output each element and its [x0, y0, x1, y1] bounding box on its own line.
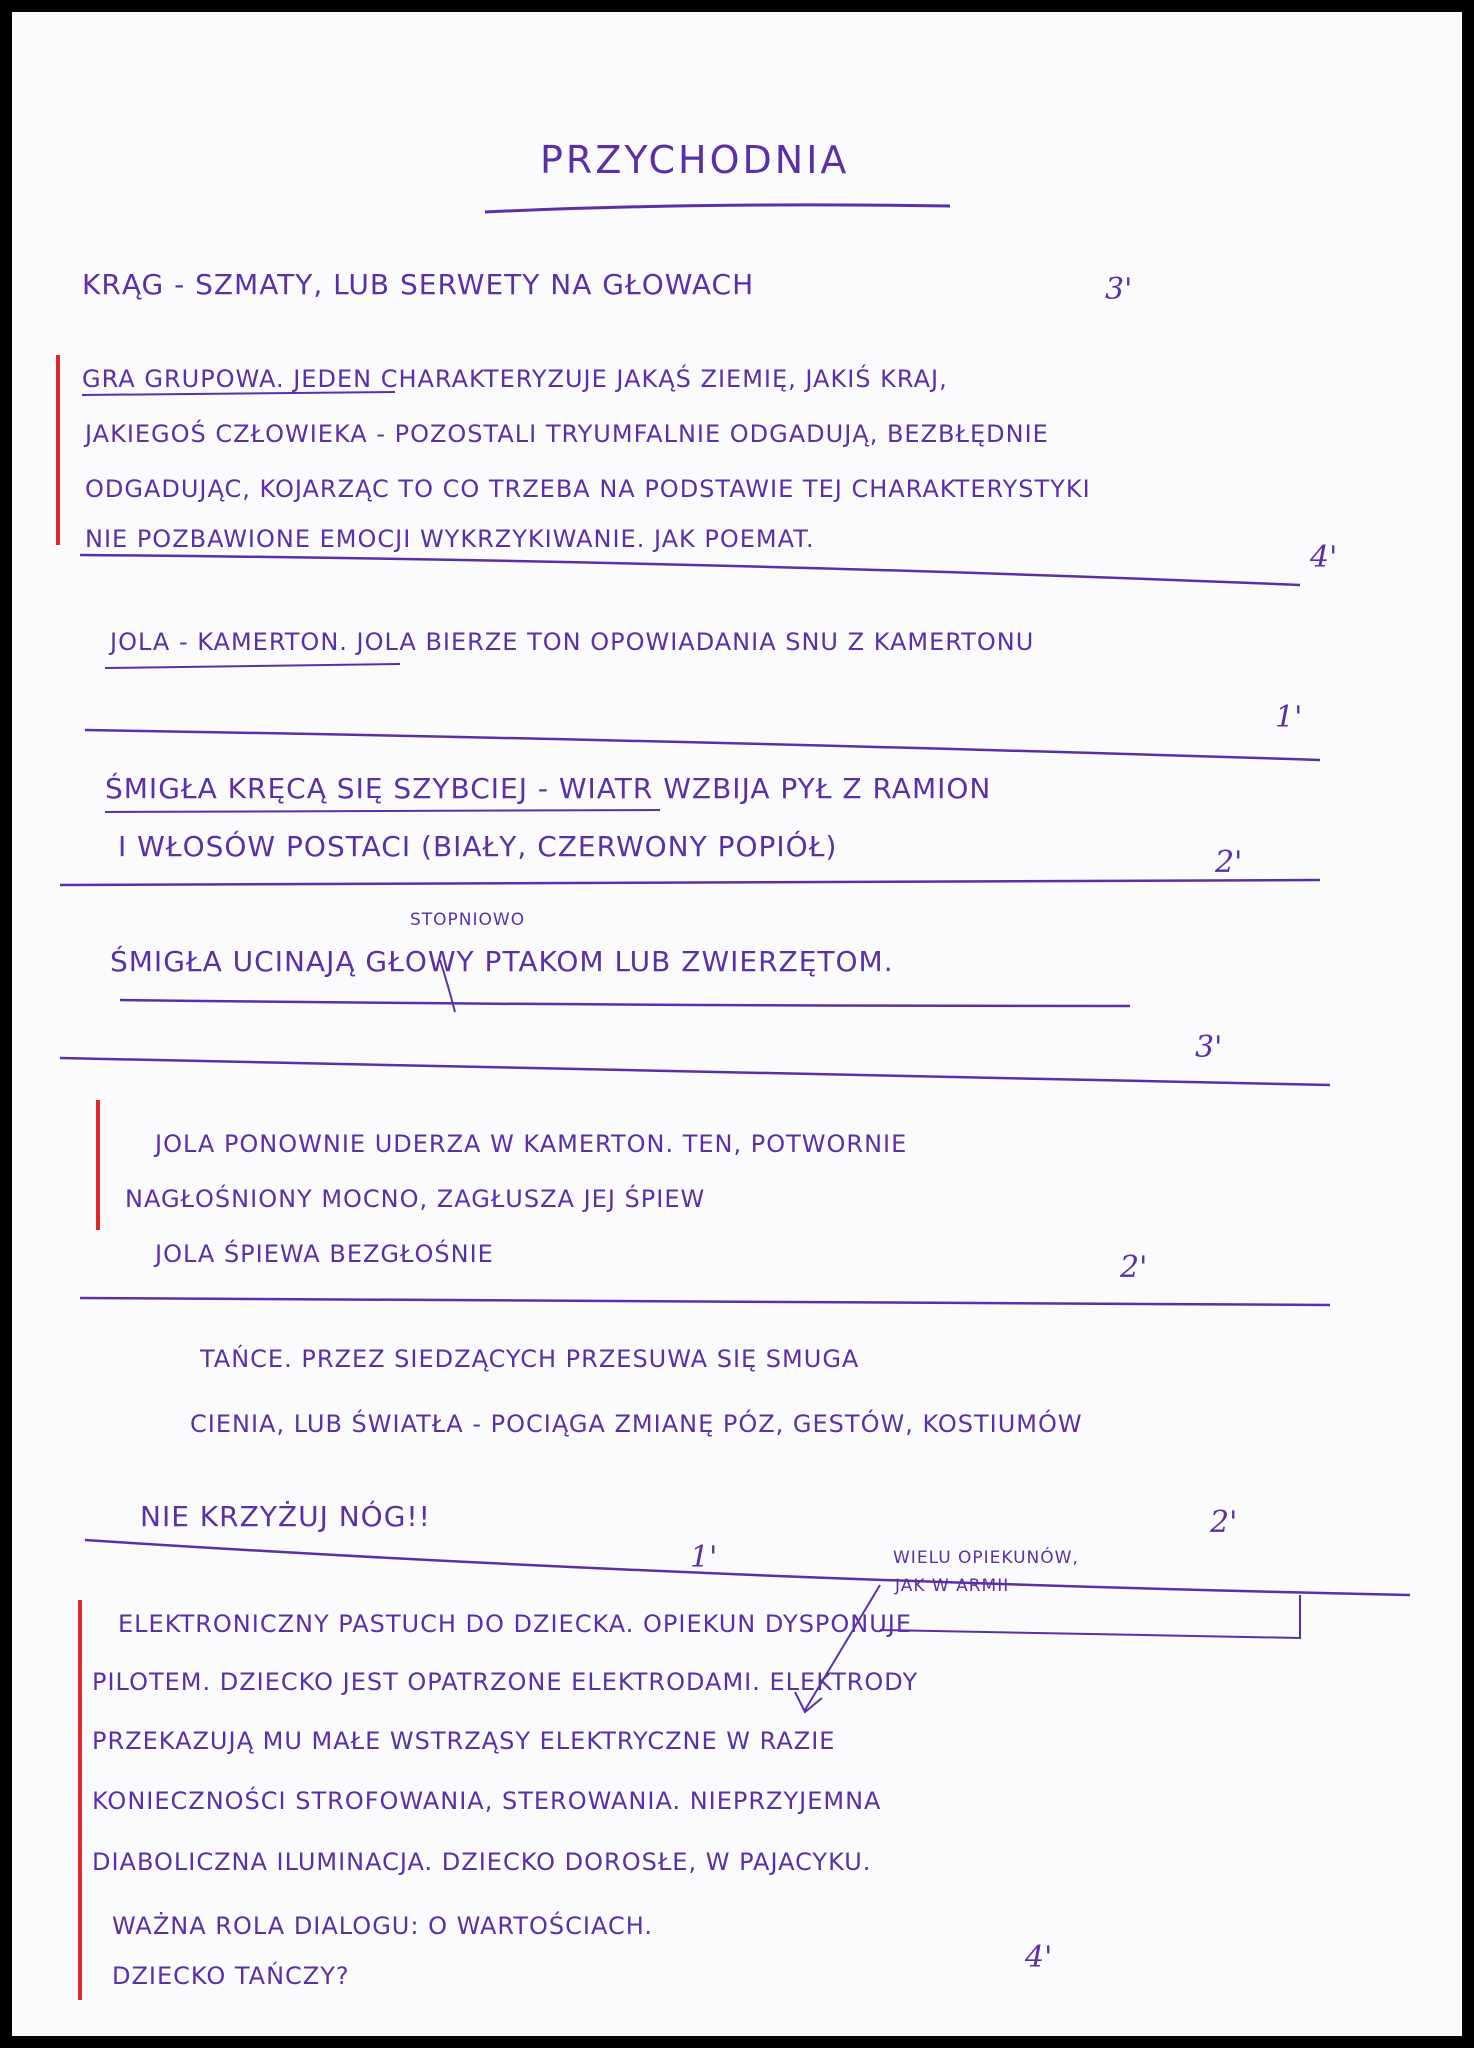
section-7-line-1: TAŃCE. PRZEZ SIEDZĄCYCH PRZESUWA SIĘ SMUGA — [200, 1345, 860, 1373]
section-9-line-4: KONIECZNOŚCI STROFOWANIA, STEROWANIA. NIEPRZYJEMNA — [92, 1787, 882, 1815]
section-6-time: 2' — [1120, 1250, 1148, 1285]
section-7-line-2: CIENIA, LUB ŚWIATŁA - POCIĄGA ZMIANĘ PÓZ, GESTÓW, KOSTIUMÓW — [190, 1410, 1083, 1438]
section-6-line-2: NAGŁOŚNIONY MOCNO, ZAGŁUSZA JEJ ŚPIEW — [125, 1185, 706, 1213]
section-2-time: 4' — [1310, 540, 1338, 575]
section-1-line-1: KRĄG - SZMATY, LUB SERWETY NA GŁOWACH — [82, 268, 755, 301]
section-1-time: 3' — [1105, 272, 1133, 307]
section-9-line-2: PILOTEM. DZIECKO JEST OPATRZONE ELEKTRODAMI. ELEKTRODY — [92, 1668, 919, 1696]
section-9-time-before: 1' — [690, 1540, 718, 1575]
section-8-time: 2' — [1210, 1505, 1238, 1540]
section-5-time: 3' — [1195, 1030, 1223, 1065]
section-3-time: 1' — [1275, 700, 1303, 735]
section-6-line-1: JOLA PONOWNIE UDERZA W KAMERTON. TEN, POTWORNIE — [155, 1130, 908, 1158]
page-title: PRZYCHODNIA — [540, 138, 850, 182]
section-6-line-3: JOLA ŚPIEWA BEZGŁOŚNIE — [155, 1240, 494, 1268]
section-9-note-line-2: JAK W ARMII — [895, 1576, 1010, 1596]
section-9-line-1: ELEKTRONICZNY PASTUCH DO DZIECKA. OPIEKUN DYSPONUJE — [118, 1610, 913, 1638]
section-2-line-1: GRA GRUPOWA. JEDEN CHARAKTERYZUJE JAKĄŚ ZIEMIĘ, JAKIŚ KRAJ, — [82, 365, 948, 393]
section-2-line-2: JAKIEGOŚ CZŁOWIEKA - POZOSTALI TRYUMFALNIE ODGADUJĄ, BEZBŁĘDNIE — [85, 420, 1049, 448]
section-9-note-line-1: WIELU OPIEKUNÓW, — [893, 1548, 1079, 1568]
section-5-insert: STOPNIOWO — [410, 910, 526, 930]
section-9-line-7: DZIECKO TAŃCZY? — [112, 1962, 350, 1990]
section-4-line-2: I WŁOSÓW POSTACI (BIAŁY, CZERWONY POPIÓŁ) — [118, 830, 838, 863]
section-4-line-1: ŚMIGŁA KRĘCĄ SIĘ SZYBCIEJ - WIATR WZBIJA PYŁ Z RAMION — [105, 772, 992, 805]
section-9-time: 4' — [1025, 1940, 1053, 1975]
section-5-line-1: ŚMIGŁA UCINAJĄ GŁOWY PTAKOM LUB ZWIERZĘTOM. — [110, 945, 894, 978]
section-4-time: 2' — [1215, 845, 1243, 880]
section-2-line-4: NIE POZBAWIONE EMOCJI WYKRZYKIWANIE. JAK POEMAT. — [85, 525, 815, 553]
section-8-line-1: NIE KRZYŻUJ NÓG!! — [140, 1500, 431, 1533]
section-9-line-5: DIABOLICZNA ILUMINACJA. DZIECKO DOROSŁE, W PAJACYKU. — [92, 1848, 872, 1876]
section-2-line-3: ODGADUJĄC, KOJARZĄC TO CO TRZEBA NA PODSTAWIE TEJ CHARAKTERYSTYKI — [85, 475, 1091, 503]
section-9-line-6: WAŻNA ROLA DIALOGU: O WARTOŚCIACH. — [112, 1912, 653, 1940]
section-9-line-3: PRZEKAZUJĄ MU MAŁE WSTRZĄSY ELEKTRYCZNE W RAZIE — [92, 1727, 836, 1755]
section-3-line-1: JOLA - KAMERTON. JOLA BIERZE TON OPOWIADANIA SNU Z KAMERTONU — [110, 628, 1035, 656]
